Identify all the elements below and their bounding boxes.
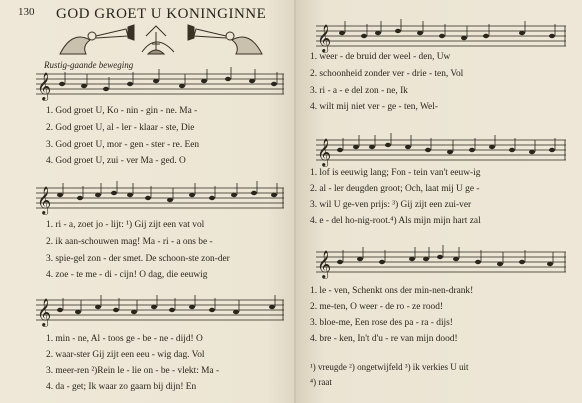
svg-text:𝄞: 𝄞 [37, 188, 52, 214]
music-staff [36, 186, 284, 216]
lyric-line: 4. zoe - te me - di - cijn! O dag, die eeuwig [46, 270, 208, 280]
lyric-line: 4. e - del ho-nig-root.⁴) Als mijn mijn hart zal [310, 216, 481, 226]
lyric-line: 4. da - get; Ik waar zo gaarn bij dijn! En [46, 382, 197, 392]
lyric-line: 4. wilt mij niet ver - ge - ten, Wel- [310, 102, 438, 112]
music-staff [36, 298, 284, 328]
svg-text:𝄞: 𝄞 [317, 140, 332, 166]
lyric-line: 1. min - ne, Al - toos ge - be - ne - dijd! O [46, 334, 203, 344]
svg-text:𝄞: 𝄞 [37, 300, 52, 326]
angels-trumpet-ornament [56, 24, 266, 60]
lyric-line: 3. ri - a - e del zon - ne, Ik [310, 86, 408, 96]
lyric-line: 1. lof is eeuwig lang; Fon - tein van't eeuw-ig [310, 168, 481, 178]
music-staff [316, 24, 566, 54]
lyric-line: 3. meer-ren ²)Rein le - lie on - be - vlekt: Ma - [46, 366, 220, 376]
lyric-line: 1. God groet U, Ko - nin - gin - ne. Ma - [46, 106, 198, 116]
lyric-line: 1. le - ven, Schenkt ons der min-nen-drank! [310, 286, 474, 296]
lyric-line: 3. wil U ge-ven prijs: ³) Gij zijt een zui-ver [310, 200, 472, 210]
lyric-line: 1. weer - de bruid der weel - den, Uw [310, 52, 451, 62]
lyric-line: 2. me-ten, O weer - de ro - ze rood! [310, 302, 444, 312]
music-staff [316, 138, 566, 168]
svg-text:𝄞: 𝄞 [317, 26, 332, 52]
lyric-line: 4. God groet U, zui - ver Ma - ged. O [46, 156, 186, 166]
lyric-line: 3. God groet U, mor - gen - ster - re. Een [46, 140, 200, 150]
lyric-line: 1. ri - a, zoet jo - lijt: ¹) Gij zijt een vat vol [46, 220, 205, 230]
footnote: ¹) vreugde ²) ongetwijfeld ³) ik verkies U uit [310, 362, 469, 372]
lyric-line: 4. bre - ken, In't d'u - re van mijn dood! [310, 334, 458, 344]
svg-text:𝄞: 𝄞 [317, 252, 332, 278]
lyric-line: 2. al - ler deugden groot; Och, laat mij U ge - [310, 184, 480, 194]
lyric-line: 2. waar-ster Gij zijt een eeu - wig dag. Vol [46, 350, 205, 360]
music-staff [316, 250, 566, 280]
lyric-line: 2. schoonheid zonder ver - drie - ten, Vol [310, 69, 464, 79]
lyric-line: 3. spie-gel zon - der smet. De schoon-ste zon-der [46, 254, 230, 264]
svg-text:𝄞: 𝄞 [37, 74, 52, 100]
footnote: ⁴) raat [310, 377, 332, 387]
song-title: GOD GROET U KONINGINNE [56, 6, 267, 22]
tempo-marking: Rustig-gaande beweging [44, 60, 134, 70]
lyric-line: 2. God groet U, al - ler - klaar - ste, Die [46, 123, 195, 133]
lyric-line: 2. ik aan-schouwen mag! Ma - ri - a ons be - [46, 237, 213, 247]
music-staff [36, 72, 284, 102]
lyric-line: 3. bloe-me, Een rose des pa - ra - dijs! [310, 318, 453, 328]
page-number: 130 [18, 6, 35, 18]
right-page [296, 0, 582, 403]
